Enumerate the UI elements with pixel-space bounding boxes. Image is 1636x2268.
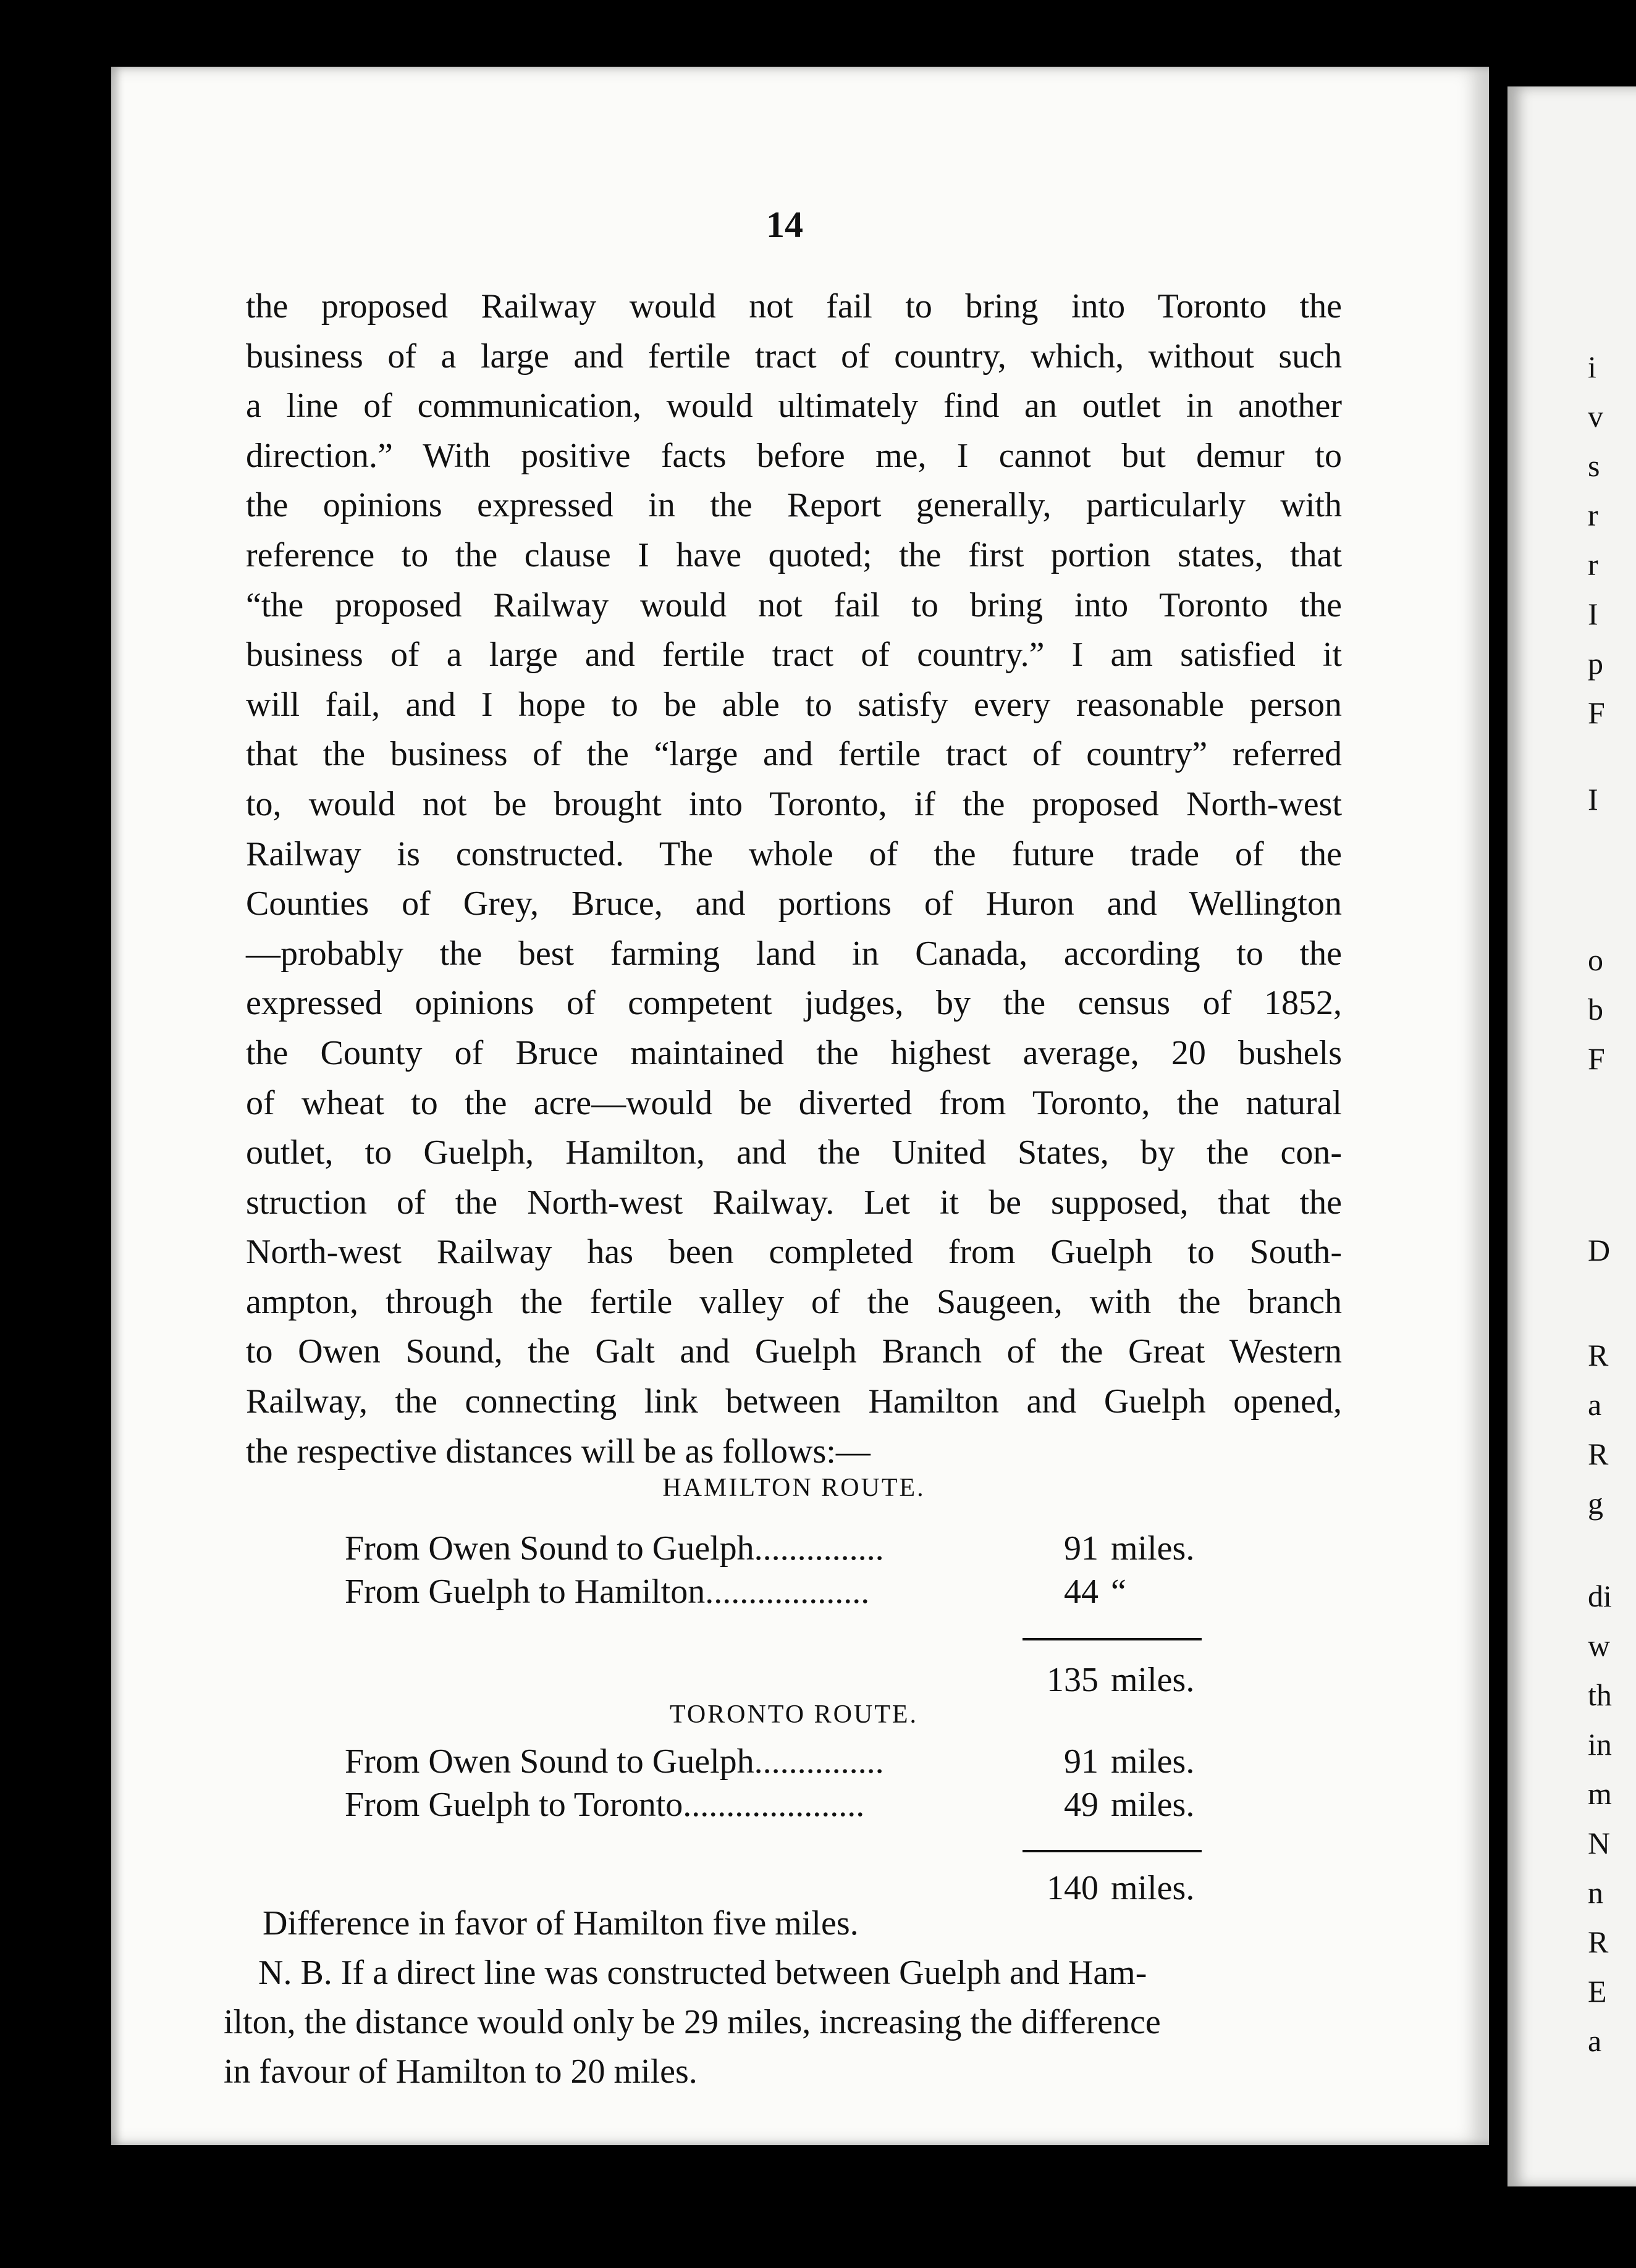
facing-page-fragment: F bbox=[1588, 695, 1605, 730]
total-value: 140 bbox=[1047, 1869, 1098, 1907]
facing-page-fragment: r bbox=[1588, 547, 1598, 582]
total-value: 135 bbox=[1047, 1661, 1098, 1699]
text-line: will fail, and I hope to be able to satisfy every reasonable person bbox=[246, 685, 1342, 724]
facing-page-fragment: n bbox=[1588, 1875, 1603, 1910]
text-line: Counties of Grey, Bruce, and portions of Huron and Wellington bbox=[246, 884, 1342, 923]
total-unit: miles. bbox=[1111, 1869, 1195, 1907]
total-row bbox=[345, 1660, 1197, 1703]
facing-page-fragment: i bbox=[1588, 350, 1596, 384]
text-line: to Owen Sound, the Galt and Guelph Branch of the Great Western bbox=[246, 1332, 1342, 1371]
facing-page-fragment: g bbox=[1588, 1486, 1603, 1521]
facing-page-fragment: R bbox=[1588, 1338, 1609, 1372]
facing-page-fragment: I bbox=[1588, 597, 1598, 631]
distance-row bbox=[345, 1572, 1197, 1615]
facing-page-fragment: r bbox=[1588, 498, 1598, 532]
text-line: —probably the best farming land in Canada, according to the bbox=[246, 934, 1342, 973]
nb-line: in favour of Hamilton to 20 miles. bbox=[224, 2052, 698, 2091]
facing-page-fragment: p bbox=[1588, 646, 1603, 681]
facing-page-fragment: a bbox=[1588, 2023, 1602, 2058]
distance-row bbox=[345, 1742, 1197, 1785]
text-line: the proposed Railway would not fail to bring into Toronto the bbox=[246, 287, 1342, 326]
text-line: reference to the clause I have quoted; the first portion states, that bbox=[246, 536, 1342, 574]
facing-page-fragment: R bbox=[1588, 1925, 1609, 1959]
page-number: 14 bbox=[766, 204, 803, 245]
distance-row bbox=[345, 1529, 1197, 1572]
body-paragraph bbox=[246, 282, 1342, 1476]
facing-page-fragment: di bbox=[1588, 1579, 1612, 1613]
facing-page bbox=[1507, 86, 1636, 2186]
distance-unit: “ bbox=[1111, 1573, 1126, 1611]
facing-page-fragment: o bbox=[1588, 943, 1603, 977]
distance-value: 91 bbox=[1064, 1742, 1098, 1781]
nb-line: N. B. If a direct line was constructed between Guelph and Ham- bbox=[258, 1954, 1147, 1992]
text-line: expressed opinions of competent judges, by the census of 1852, bbox=[246, 984, 1342, 1023]
hamilton-route-heading: HAMILTON ROUTE. bbox=[662, 1474, 926, 1502]
facing-page-fragment: N bbox=[1588, 1826, 1611, 1860]
text-line: the County of Bruce maintained the highest average, 20 bushels bbox=[246, 1033, 1342, 1072]
distance-value: 91 bbox=[1064, 1529, 1098, 1568]
text-line: of wheat to the acre—would be diverted from Toronto, the natural bbox=[246, 1083, 1342, 1122]
facing-page-fragment: v bbox=[1588, 399, 1603, 434]
text-line: business of a large and fertile tract of country, which, without such bbox=[246, 337, 1342, 376]
text-line: that the business of the “large and fertile tract of country” referred bbox=[246, 735, 1342, 774]
text-line: to, would not be brought into Toronto, if the proposed North-west bbox=[246, 784, 1342, 823]
total-rule bbox=[1022, 1638, 1202, 1640]
nb-line: ilton, the distance would only be 29 miles, increasing the difference bbox=[224, 2003, 1161, 2041]
facing-page-fragment: D bbox=[1588, 1233, 1611, 1267]
difference-note: Difference in favor of Hamilton five miles. bbox=[263, 1904, 859, 1942]
distance-row bbox=[345, 1785, 1197, 1828]
facing-page-fragment: s bbox=[1588, 448, 1600, 483]
distance-label: From Owen Sound to Guelph............... bbox=[345, 1742, 884, 1781]
facing-page-fragment: I bbox=[1588, 782, 1598, 817]
facing-page-fragment: E bbox=[1588, 1974, 1607, 2009]
text-line: Railway is constructed. The whole of the future trade of the bbox=[246, 834, 1342, 873]
text-line: ampton, through the fertile valley of the Saugeen, with the branch bbox=[246, 1282, 1342, 1321]
distance-label: From Guelph to Toronto..................... bbox=[345, 1786, 865, 1824]
text-line: direction.” With positive facts before me, I cannot but demur to bbox=[246, 436, 1342, 475]
distance-value: 44 bbox=[1064, 1573, 1098, 1611]
text-line: North-west Railway has been completed from Guelph to South- bbox=[246, 1233, 1342, 1272]
distance-label: From Owen Sound to Guelph............... bbox=[345, 1529, 884, 1568]
facing-page-fragment: F bbox=[1588, 1041, 1605, 1076]
distance-value: 49 bbox=[1064, 1786, 1098, 1824]
facing-page-fragment: m bbox=[1588, 1776, 1612, 1811]
text-line: outlet, to Guelph, Hamilton, and the United States, by the con- bbox=[246, 1133, 1342, 1172]
facing-page-fragment: in bbox=[1588, 1727, 1612, 1762]
facing-page-fragment: R bbox=[1588, 1437, 1609, 1471]
distance-unit: miles. bbox=[1111, 1786, 1195, 1824]
text-line: “the proposed Railway would not fail to bring into Toronto the bbox=[246, 586, 1342, 624]
distance-label: From Guelph to Hamilton................... bbox=[345, 1573, 870, 1611]
text-line: struction of the North-west Railway. Let it be supposed, that the bbox=[246, 1183, 1342, 1222]
facing-page-fragment: b bbox=[1588, 992, 1603, 1027]
distance-unit: miles. bbox=[1111, 1742, 1195, 1781]
text-line: the respective distances will be as follows:— bbox=[246, 1432, 871, 1471]
facing-page-fragment: a bbox=[1588, 1387, 1602, 1422]
facing-page-fragment: w bbox=[1588, 1628, 1611, 1663]
facing-page-fragment: th bbox=[1588, 1678, 1612, 1712]
distance-unit: miles. bbox=[1111, 1529, 1195, 1568]
text-line: a line of communication, would ultimately find an outlet in another bbox=[246, 387, 1342, 426]
text-line: Railway, the connecting link between Hamilton and Guelph opened, bbox=[246, 1382, 1342, 1421]
toronto-route-heading: TORONTO ROUTE. bbox=[669, 1700, 919, 1729]
total-rule bbox=[1022, 1850, 1202, 1852]
total-unit: miles. bbox=[1111, 1661, 1195, 1699]
text-line: the opinions expressed in the Report generally, particularly with bbox=[246, 486, 1342, 525]
text-line: business of a large and fertile tract of country.” I am satisfied it bbox=[246, 636, 1342, 674]
